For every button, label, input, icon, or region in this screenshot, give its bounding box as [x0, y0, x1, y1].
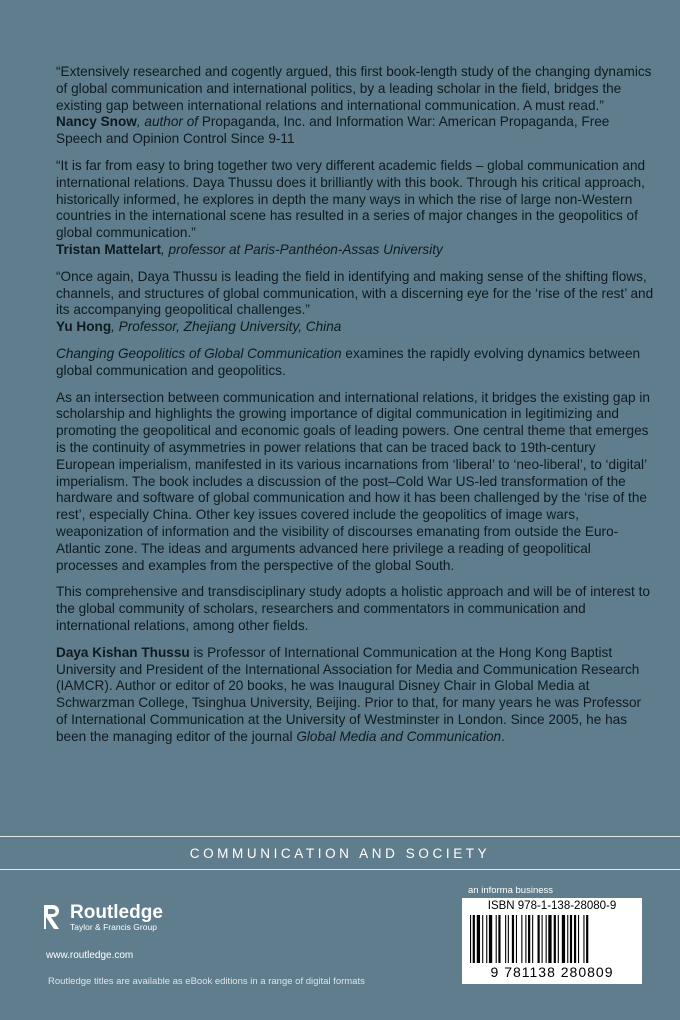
publisher-group: Taylor & Francis Group	[70, 921, 157, 932]
description-intro: Changing Geopolitics of Global Communication examines the rapidly evolving dynamics between global communication and geopolitics.	[56, 345, 641, 378]
barcode-bars-icon	[468, 915, 636, 963]
author-bio: Daya Kishan Thussu is Professor of International Communication at the Hong Kong Baptist University and President of the International Association for Media and Communication Research (IAMCR). Author or editor of 20 books, he was Inaugural Disney Chair in Global Media at Schwarzman College, Tsinghua University, Beijing. Prior to that, for many years he was Professor of International Communication at the University of Westminster in London. Since 2005, he has been the managing editor of the journal Global Media and Communication.	[56, 644, 642, 744]
isbn-label: ISBN 978-1-138-28080-9	[487, 900, 617, 912]
author-name: Daya Kishan Thussu	[56, 644, 190, 660]
series-band	[0, 836, 680, 870]
back-cover-text	[56, 64, 656, 755]
description-body: As an intersection between communication and international relations, it bridges the existing gap in scholarship and highlights the growing importance of digital communication in legitimizing and promoting the geopolitical and economic goals of leading powers. One central theme that emerges is the continuity of asymmetries in power relations that can be traced back to 19th-century European imperialism, manifested in its various incarnations from ‘liberal’ to ‘neo-liberal’, to ‘digital’ imperialism. The book includes a discussion of the post–Cold War US-led transformation of the hardware and software of global communication and how it has been challenged by the ‘rise of the rest’, especially China. Other key issues covered include the geopolitics of image wars, weaponization of information and the visibility of discourses emanating from outside the Euro-Atlantic zone. The ideas and arguments advanced here privilege a reading of geopolitical processes and examples from the perspective of the global South.	[56, 389, 650, 573]
series-title: COMMUNICATION AND SOCIETY	[189, 845, 491, 861]
quote-3-attribution	[56, 319, 656, 336]
quote-1: “Extensively researched and cogently argued, this first book-length study of the changing dynamics of global communication and international politics, by a leading scholar in the field, bridges the existing gap between international relations and international communication. A must read.”	[56, 64, 652, 113]
informa-tagline: an informa business	[468, 885, 554, 896]
quote-role: , author of	[136, 114, 199, 130]
quote-role: , professor at Paris-Panthéon-Assas University	[161, 241, 443, 257]
publisher-name: Routledge	[70, 901, 163, 923]
publisher-logo	[40, 902, 163, 932]
book-title: Changing Geopolitics of Global Communication	[56, 345, 342, 361]
quote-author: Yu Hong	[56, 319, 112, 335]
quote-role: , Professor, Zhejiang University, China	[111, 319, 342, 335]
quote-2-attribution	[56, 242, 656, 259]
barcode-digits: 9 781138 280809	[490, 964, 614, 980]
quote-author: Nancy Snow	[56, 114, 137, 130]
quote-3: “Once again, Daya Thussu is leading the field in identifying and making sense of the shifting flows, channels, and structures of global communication, with a discerning eye for the ‘rise of the rest’ and its accompanying geopolitical challenges.”	[56, 268, 654, 318]
quote-1-attribution: Nancy Snow, author of Propaganda, Inc. and Information War: American Propaganda, Free Speech and Opinion Control Since 9-11	[56, 114, 610, 147]
quote-2: “It is far from easy to bring together two very different academic fields – global communication and international relations. Daya Thussu does it brilliantly with this book. Through his critical approach, historically informed, he explores in depth the many ways in which the rise of large non-Western countries in the international scene has resulted in a series of major changes in the geopolitics of global communication.”	[56, 157, 646, 241]
journal-title: Global Media and Communication	[296, 728, 502, 744]
barcode	[462, 898, 642, 984]
ebook-note: Routledge titles are available as eBook editions in a range of digital formats	[48, 976, 365, 987]
quote-author: Tristan Mattelart	[56, 241, 161, 257]
description-audience: This comprehensive and transdisciplinary study adopts a holistic approach and will be of interest to the global community of scholars, researchers and commentators in communication and international relations, among other fields.	[56, 584, 650, 633]
routledge-logo-icon	[40, 902, 64, 932]
publisher-url: www.routledge.com	[46, 950, 134, 961]
